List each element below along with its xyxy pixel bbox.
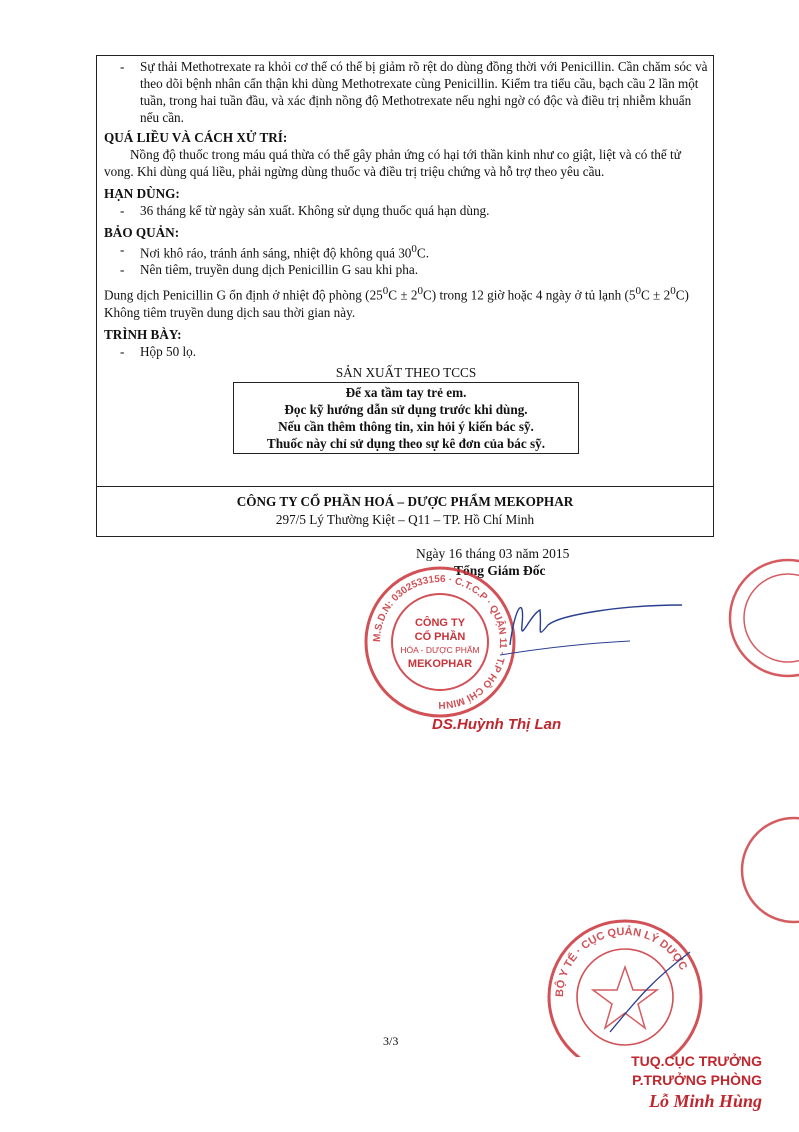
sign-title: Tổng Giám Đốc bbox=[454, 563, 546, 578]
approval-signer: Lỗ Minh Hùng bbox=[648, 1091, 762, 1111]
storage-heading: BẢO QUẢN: bbox=[104, 225, 180, 240]
leaflet-content bbox=[104, 58, 708, 454]
stability-text: Dung dịch Penicillin G ổn định ở nhiệt độ phòng $(25^0C \pm 2^0C)$ trong 12 giờ hoặc 4 ngày ở tủ lạnh $(5^0C \pm 2^0C)$ Không tiêm truyền dung dịch sau thời gian này. bbox=[104, 285, 689, 320]
sign-date: Ngày 16 tháng 03 năm 2015 bbox=[416, 546, 570, 561]
svg-text:M.S.D.N: 0302533156 · C.T.C.P: M.S.D.N: 0302533156 · C.T.C.P · QUẬN 11 · T.P HỒ CHÍ MINH bbox=[371, 573, 509, 711]
partial-stamp-icon bbox=[718, 810, 799, 930]
overdose-text: Nồng độ thuốc trong máu quá thừa có thể gây phản ứng có hại tới thần kinh như co giật, liệt và có thể tử vong. Khi dùng quá liều, phải ngừng dùng thuốc và điều trị triệu chứng và hỗ trợ theo yêu cầu. bbox=[104, 147, 681, 179]
svg-text:CỔ PHẦN: CỔ PHẦN bbox=[414, 631, 466, 643]
expiry-bullet: - 36 tháng kể từ ngày sản xuất. Không sử dụng thuốc quá hạn dùng. bbox=[120, 203, 490, 218]
warning-box bbox=[233, 382, 579, 454]
company-address: 297/5 Lý Thường Kiệt – Q11 – TP. Hồ Chí Minh bbox=[275, 512, 535, 527]
presentation-heading: TRÌNH BÀY: bbox=[104, 326, 182, 342]
warning-line: Đọc kỹ hướng dẫn sử dụng trước khi dùng. bbox=[284, 401, 528, 417]
approval-block bbox=[612, 1052, 762, 1111]
expiry-heading: HẠN DÙNG: bbox=[104, 186, 180, 201]
manufacturing-standard: SẢN XUẤT THEO TCCS bbox=[335, 364, 477, 380]
warning-line: Thuốc này chỉ sử dụng theo sự kê đơn của bác sỹ. bbox=[266, 435, 546, 451]
overdose-heading: QUÁ LIỀU VÀ CÁCH XỬ TRÍ: bbox=[104, 130, 288, 145]
storage-bullet-1: - Nơi khô ráo, tránh ánh sáng, nhiệt độ không quá $30^0C$. bbox=[120, 242, 429, 261]
approval-line: TUQ.CỤC TRƯỞNG bbox=[631, 1053, 762, 1069]
svg-text:HÓA - DƯỢC PHẨM: HÓA - DƯỢC PHẨM bbox=[400, 645, 480, 655]
partial-stamp-icon bbox=[708, 548, 799, 688]
interaction-bullet: - Sự thải Methotrexate ra khỏi cơ thể có thể bị giảm rõ rệt do dùng đồng thời với Penicillin. Cần chăm sóc và theo dõi bệnh nhân cẩn thận khi dùng Methotrexate cùng Penicillin. Kiểm tra tiểu cầu, bạch cầu 2 lần một tuần, trong hai tuần đầu, và xác định nồng độ Methotrexate nếu nghi ngờ có độc và điều trị nhiễm khuẩn nếu cần. bbox=[120, 59, 708, 125]
warning-line: Nếu cần thêm thông tin, xin hỏi ý kiến bác sỹ. bbox=[278, 418, 534, 434]
signer-name: DS.Huỳnh Thị Lan bbox=[432, 716, 562, 733]
warning-line: Để xa tầm tay trẻ em. bbox=[345, 384, 467, 400]
page-number: 3/3 bbox=[383, 1034, 399, 1048]
svg-text:MEKOPHAR: MEKOPHAR bbox=[407, 658, 473, 670]
svg-text:CÔNG TY: CÔNG TY bbox=[414, 617, 466, 629]
presentation-bullet: - Hộp 50 lọ. bbox=[120, 343, 197, 359]
company-divider bbox=[97, 486, 713, 487]
director-signature-icon bbox=[470, 585, 690, 665]
ministry-stamp-icon bbox=[540, 912, 710, 1057]
svg-text:BỘ Y TẾ · CỤC QUẢN LÝ DƯỢC: BỘ Y TẾ · CỤC QUẢN LÝ DƯỢC bbox=[553, 925, 690, 998]
company-block bbox=[96, 493, 714, 529]
storage-bullet-2: - Nên tiêm, truyền dung dịch Penicillin G sau khi pha. bbox=[120, 262, 418, 278]
company-name: CÔNG TY CỔ PHẦN HOÁ – DƯỢC PHẨM MEKOPHAR bbox=[236, 494, 574, 509]
approval-line: P.TRƯỞNG PHÒNG bbox=[632, 1072, 762, 1088]
